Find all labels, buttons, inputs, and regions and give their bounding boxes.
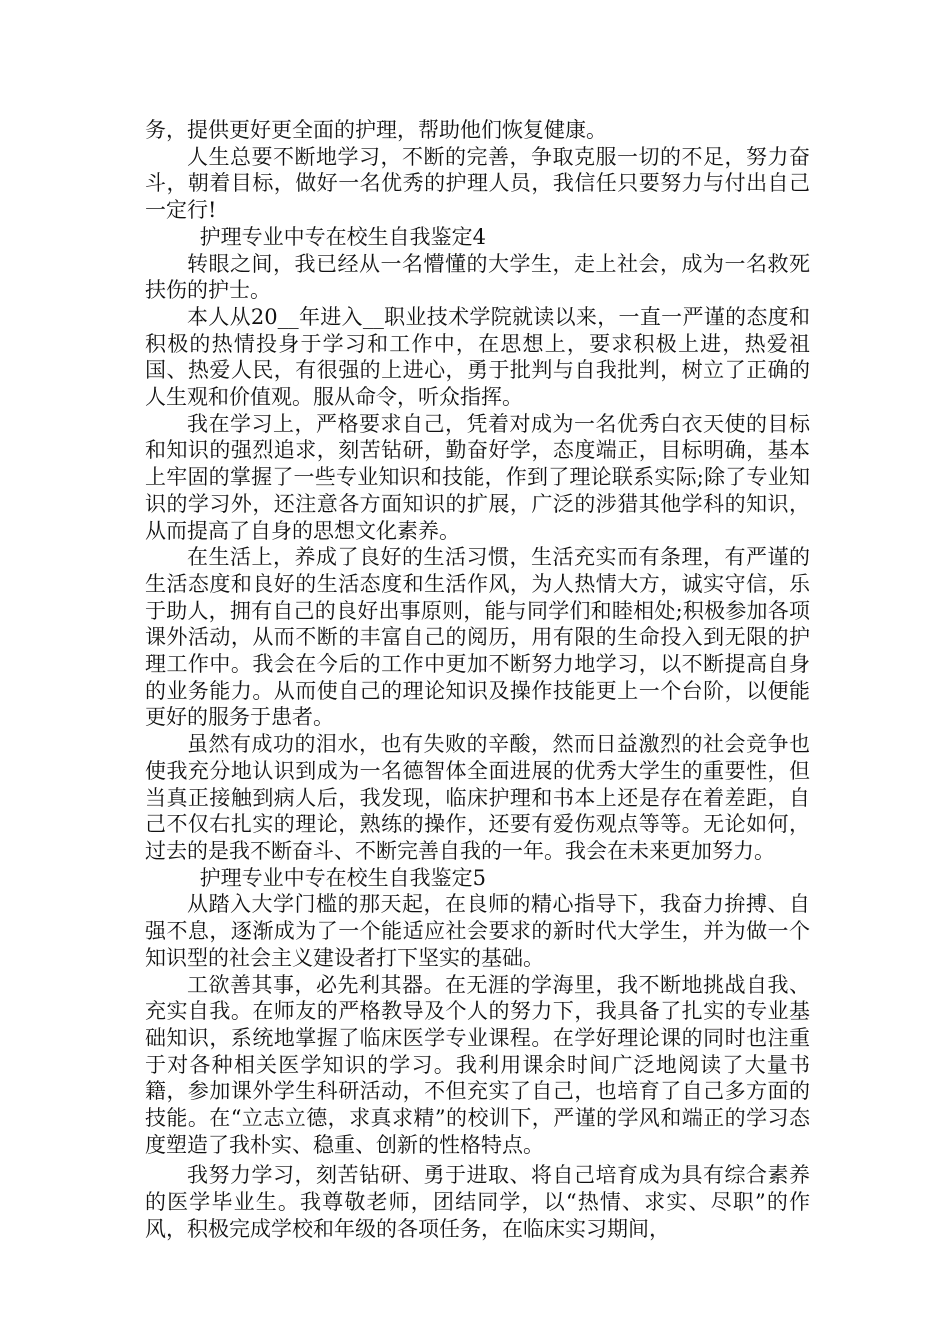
paragraph-continuation: 务，提供更好更全面的护理，帮助他们恢复健康。 — [145, 118, 607, 142]
paragraph-study: 我在学习上，严格要求自己，凭着对成为一名优秀白衣天使的目标和知识的强烈追求，刻苦钻研，勤奋好学，态度端正，目标明确，基本上牢固的掌握了一些专业知识和技能，作到了理论联系实际;除了专业知识的学习外，还注意各方面知识的扩展，广泛的涉猎其他学科的知识，从而提高了自身的思想文化素养。 — [145, 411, 810, 543]
section-heading-4: 护理专业中专在校生自我鉴定4 — [199, 224, 486, 249]
paragraph-thought: 本人从20__年进入__职业技术学院就读以来，一直一严谨的态度和积极的热情投身于学习和工作中，在思想上，要求积极上进，热爱祖国、热爱人民，有很强的上进心，勇于批判与自我批判，树立了正确的人生观和价值观。服从命令，听众指挥。 — [145, 304, 810, 410]
document-body — [145, 117, 810, 1243]
paragraph-intro-5: 从踏入大学门槛的那天起，在良师的精心指导下，我奋力拚搏、自强不息，逐渐成为了一个能适应社会要求的新时代大学生，并为做一个知识型的社会主义建设者打下坚实的基础。 — [145, 892, 810, 970]
paragraph-intro-4: 转眼之间，我已经从一名懵懂的大学生，走上社会，成为一名救死扶伤的护士。 — [145, 251, 810, 303]
paragraph-reflection: 虽然有成功的泪水，也有失败的辛酸，然而日益激烈的社会竞争也使我充分地认识到成为一名德智体全面进展的优秀大学生的重要性，但当真正接触到病人后，我发现，临床护理和书本上还是存在着差距，自己不仅右扎实的理论，熟练的操作，还要有爱伤观点等等。无论如何，过去的是我不断奋斗、不断完善自我的一年。我会在未来更加努力。 — [145, 732, 810, 863]
section-heading-5: 护理专业中专在校生自我鉴定5 — [199, 865, 486, 890]
paragraph-knowledge: 工欲善其事，必先利其器。在无涯的学海里，我不断地挑战自我、充实自我。在师友的严格教导及个人的努力下，我具备了扎实的专业基础知识，系统地掌握了临床医学专业课程。在学好理论课的同时也注重于对各种相关医学知识的学习。我利用课余时间广泛地阅读了大量书籍，参加课外学生科研活动，不但充实了自己，也培育了自己多方面的技能。在“立志立德，求真求精”的校训下，严谨的学风和端正的学习态度塑造了我朴实、稳重、创新的性格特点。 — [145, 972, 810, 1157]
paragraph-life: 在生活上，养成了良好的生活习惯，生活充实而有条理，有严谨的生活态度和良好的生活态度和生活作风，为人热情大方，诚实守信，乐于助人，拥有自己的良好出事原则，能与同学们和睦相处;积极参加各项课外活动，从而不断的丰富自己的阅历，用有限的生命投入到无限的护理工作中。我会在今后的工作中更加不断努力地学习，以不断提高自身的业务能力。从而使自己的理论知识及操作技能更上一个台阶，以便能更好的服务于患者。 — [145, 545, 810, 730]
paragraph-learning: 人生总要不断地学习，不断的完善，争取克服一切的不足，努力奋斗，朝着目标，做好一名优秀的护理人员，我信任只要努力与付出自己一定行! — [145, 144, 810, 223]
paragraph-effort: 我努力学习，刻苦钻研、勇于进取、将自己培育成为具有综合素养的医学毕业生。我尊敬老师，团结同学，以“热情、求实、尽职”的作风，积极完成学校和年级的各项任务，在临床实习期间， — [145, 1163, 810, 1241]
